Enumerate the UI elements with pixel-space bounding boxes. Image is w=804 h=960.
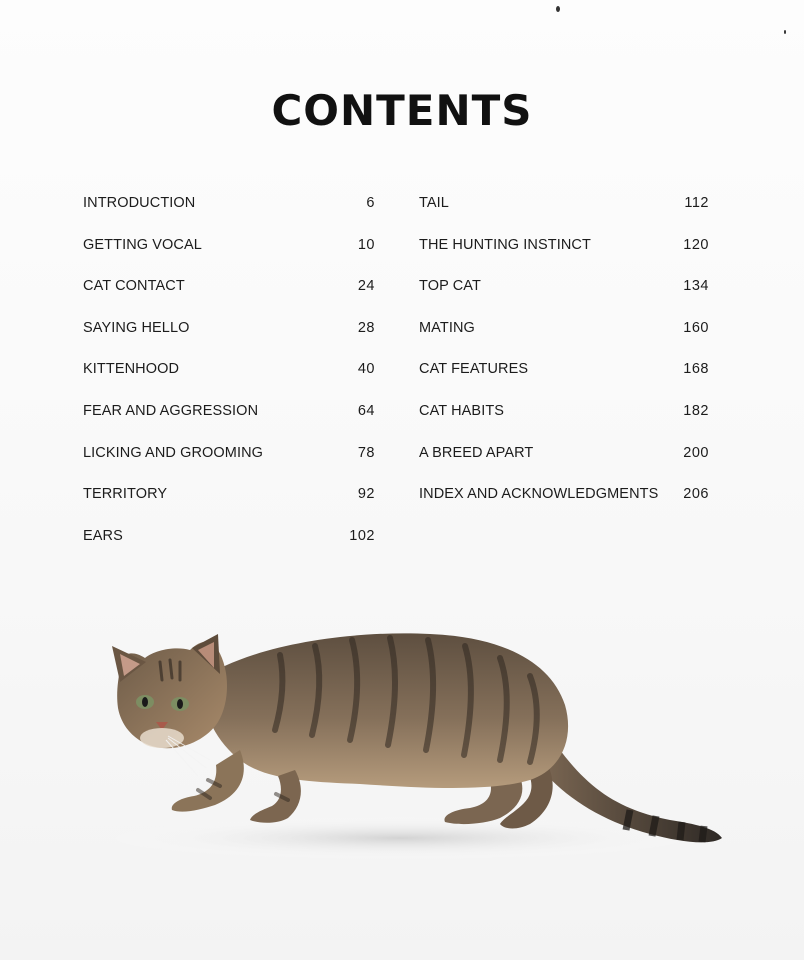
toc-entry[interactable]	[83, 275, 375, 317]
toc-entry-page: 168	[683, 361, 709, 378]
toc-entry-page: 10	[357, 236, 375, 253]
toc-entry-page: 102	[349, 527, 375, 544]
page-title: CONTENTS	[271, 86, 533, 135]
toc-entry-page: 160	[683, 319, 709, 336]
toc-entry[interactable]	[83, 358, 375, 400]
toc-right-column	[419, 192, 709, 525]
toc-entry-page: 40	[357, 361, 375, 378]
toc-entry[interactable]	[419, 234, 709, 276]
toc-entry-label: EARS	[83, 527, 123, 544]
toc-entry-label: CAT FEATURES	[419, 361, 529, 378]
toc-entry[interactable]	[419, 442, 709, 484]
toc-entry-page: 134	[683, 278, 709, 295]
toc-entry[interactable]	[419, 317, 709, 359]
toc-entry[interactable]	[419, 358, 709, 400]
toc-entry-page: 64	[357, 402, 375, 419]
toc-entry-page: 6	[366, 195, 375, 211]
toc-entry-page: 78	[357, 444, 375, 461]
toc-entry[interactable]	[419, 275, 709, 317]
toc-entry[interactable]	[83, 400, 375, 442]
toc-entry[interactable]	[83, 234, 375, 276]
toc-entry-label: INTRODUCTION	[83, 195, 196, 211]
tabby-cat-photo	[90, 610, 740, 890]
toc-entry-page: 92	[357, 486, 375, 503]
toc-entry-label: TAIL	[419, 195, 449, 211]
print-speck	[556, 6, 560, 12]
toc-entry[interactable]	[419, 192, 709, 234]
toc-entry-page: 206	[683, 486, 709, 503]
toc-entry-page: 182	[683, 402, 709, 419]
toc-entry[interactable]	[419, 483, 709, 525]
toc-entry-label: GETTING VOCAL	[83, 236, 202, 253]
toc-entry[interactable]	[83, 525, 375, 567]
toc-entry-label: LICKING AND GROOMING	[83, 444, 264, 461]
toc-entry-label: CAT HABITS	[419, 402, 505, 419]
toc-entry-label: THE HUNTING INSTINCT	[419, 236, 591, 253]
toc-entry[interactable]	[419, 400, 709, 442]
toc-entry[interactable]	[83, 442, 375, 484]
toc-left-column	[83, 192, 375, 566]
toc-entry-label: TERRITORY	[83, 486, 168, 503]
print-speck	[784, 30, 786, 34]
toc-entry-label: INDEX AND ACKNOWLEDGMENTS	[419, 486, 659, 503]
toc-entry-page: 120	[683, 236, 709, 253]
toc-entry-label: CAT CONTACT	[83, 278, 185, 295]
toc-entry-label: FEAR AND AGGRESSION	[83, 402, 259, 419]
toc-entry-page: 28	[357, 319, 375, 336]
toc-entry-page: 200	[683, 444, 709, 461]
toc-entry[interactable]	[83, 317, 375, 359]
toc-entry[interactable]	[83, 192, 375, 234]
toc-entry-page: 24	[357, 278, 375, 295]
toc-entry[interactable]	[83, 483, 375, 525]
toc-entry-label: SAYING HELLO	[83, 319, 190, 336]
toc-entry-label: TOP CAT	[419, 278, 481, 295]
toc-entry-label: A BREED APART	[419, 444, 534, 461]
toc-entry-page: 112	[684, 195, 709, 211]
toc-entry-label: MATING	[419, 319, 475, 336]
toc-entry-label: KITTENHOOD	[83, 361, 180, 378]
